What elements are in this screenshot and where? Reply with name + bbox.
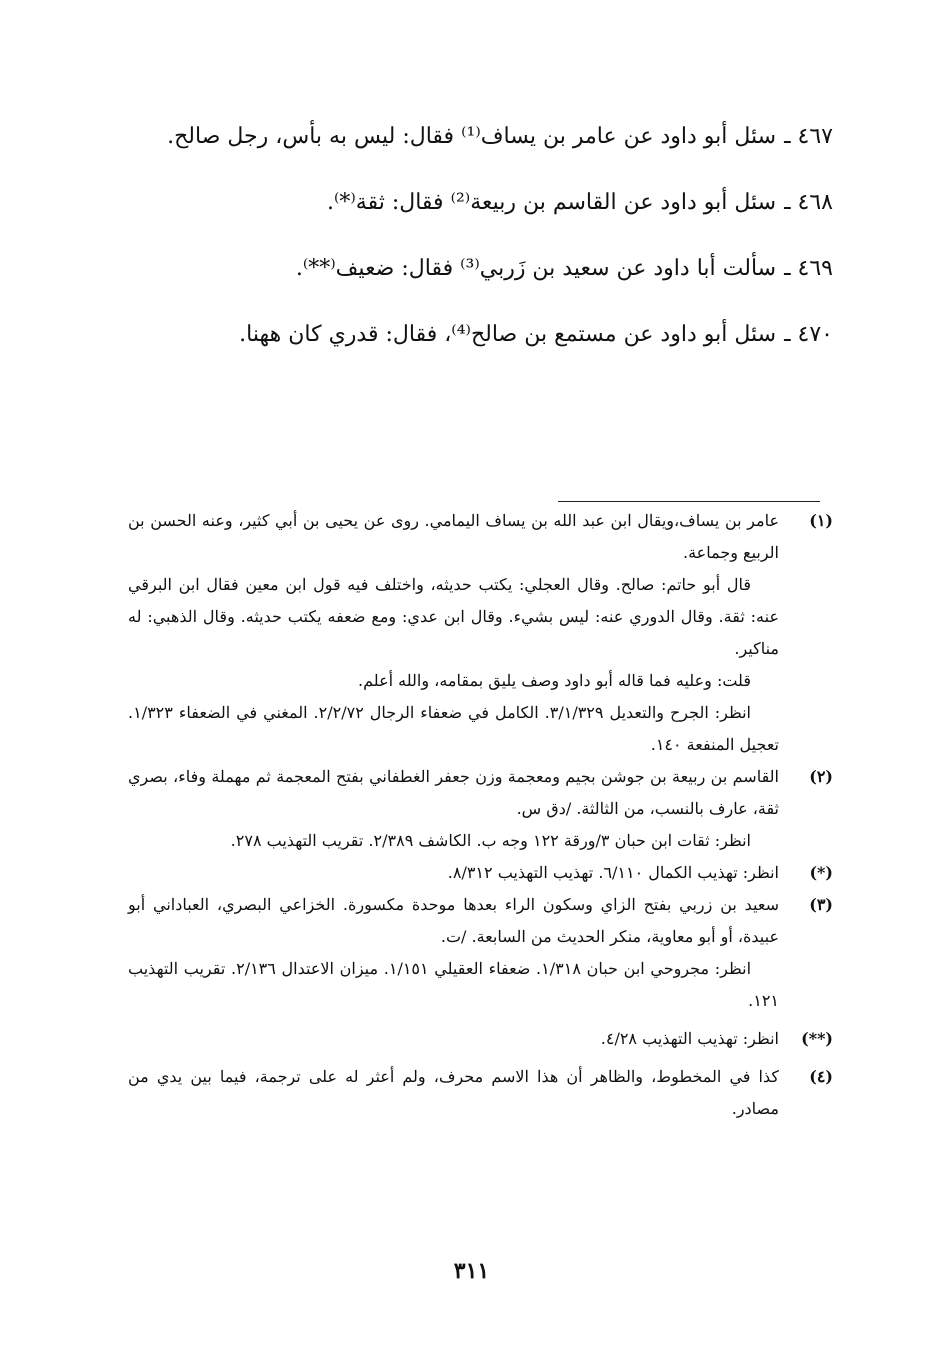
footnote-paragraph: انظر: ثقات ابن حبان ٣/ورقة ١٢٢ وجه ب. الكاشف ٢/٣٨٩. تقريب التهذيب ٢٧٨.	[230, 831, 751, 850]
footnote-body	[128, 505, 779, 761]
footnote-paragraph: قلت: وعليه فما قاله أبو داود وصف يليق بمقامه، والله أعلم.	[358, 671, 751, 690]
entry-number: ٤٦٨ ـ	[784, 190, 833, 215]
entry-number: ٤٦٩ ـ	[784, 256, 833, 281]
footnote-body	[128, 761, 779, 857]
footnote-paragraph: سعيد بن زربي بفتح الزاي وسكون الراء بعدها موحدة مكسورة. الخزاعي البصري، العباداني أبو عبيدة، أو أبو معاوية، منكر الحديث من السابعة. /ت.	[128, 895, 779, 946]
footnote-paragraph: قال أبو حاتم: صالح. وقال العجلي: يكتب حديثه، واختلف فيه قول ابن معين فقال ابن البرقي عنه: ثقة. وقال الدوري عنه: ليس بشيء. وقال ابن عدي: ومع ضعفه يكتب حديثه. وقال الذهبي: له مناكير.	[128, 575, 779, 658]
footnote-separator	[558, 501, 820, 502]
entry-text: سئل أبو داود عن مستمع بن صالح⁽⁴⁾، فقال: قدري كان ههنا.	[239, 322, 777, 347]
footnote-mark: (**)	[801, 1029, 833, 1048]
footnote-mark: (٤)	[809, 1067, 833, 1086]
footnote-paragraph: انظر: الجرح والتعديل ٣/١/٣٢٩. الكامل في ضعفاء الرجال ٢/٢/٧٢. المغني في الضعفاء ١/٣٢٣. تعجيل المنفعة ١٤٠.	[128, 703, 779, 754]
entry-468	[128, 181, 833, 225]
footnote-body	[128, 1023, 779, 1055]
footnote-body	[128, 889, 779, 1017]
footnote-mark: (٣)	[809, 895, 833, 914]
footnote-body	[128, 1061, 779, 1125]
footnote-3	[128, 889, 833, 1017]
footnotes	[128, 505, 833, 1125]
footnote-star	[128, 857, 833, 889]
footnote-double-star	[128, 1023, 833, 1055]
footnote-paragraph: كذا في المخطوط، والظاهر أن هذا الاسم محرف، ولم أعثر له على ترجمة، فيما بين يدي من مصادر.	[128, 1067, 779, 1118]
footnote-1	[128, 505, 833, 761]
entry-text: سئل أبو داود عن القاسم بن ربيعة⁽²⁾ فقال: ثقة⁽*⁾.	[326, 190, 777, 215]
entry-number: ٤٦٧ ـ	[784, 124, 833, 149]
footnote-2	[128, 761, 833, 857]
footnote-paragraph: انظر: مجروحي ابن حبان ١/٣١٨. ضعفاء العقيلي ١/١٥١. ميزان الاعتدال ٢/١٣٦. تقريب التهذيب ١٢١.	[128, 959, 779, 1010]
footnote-paragraph: عامر بن يساف،ويقال ابن عبد الله بن يساف اليمامي. روى عن يحيى بن أبي كثير، وعنه الحسن بن الربيع وجماعة.	[128, 511, 779, 562]
entry-470	[128, 313, 833, 357]
entry-469	[128, 247, 833, 291]
footnote-paragraph: انظر: تهذيب التهذيب ٤/٢٨.	[600, 1029, 779, 1048]
footnote-body	[128, 857, 779, 889]
footnote-mark: (٢)	[809, 767, 833, 786]
entry-text: سئل أبو داود عن عامر بن يساف⁽¹⁾ فقال: ليس به بأس، رجل صالح.	[167, 124, 777, 149]
footnote-paragraph: القاسم بن ربيعة بن جوشن بجيم ومعجمة وزن جعفر الغطفاني بفتح المعجمة ثم مهملة وفاء، بصري ثقة، عارف بالنسب، من الثالثة. /دق س.	[128, 767, 779, 818]
entry-number: ٤٧٠ ـ	[784, 322, 833, 347]
footnote-mark: (*)	[809, 863, 833, 882]
footnote-paragraph: انظر: تهذيب الكمال ٦/١١٠. تهذيب التهذيب ٨/٣١٢.	[447, 863, 779, 882]
entry-467	[128, 115, 833, 159]
entries-list	[128, 115, 833, 379]
page-number: ٣١١	[453, 1258, 490, 1284]
footnote-mark: (١)	[809, 511, 833, 530]
footnote-4	[128, 1061, 833, 1125]
entry-text: سألت أبا داود عن سعيد بن زَربي⁽³⁾ فقال: ضعيف⁽**⁾.	[295, 256, 777, 281]
